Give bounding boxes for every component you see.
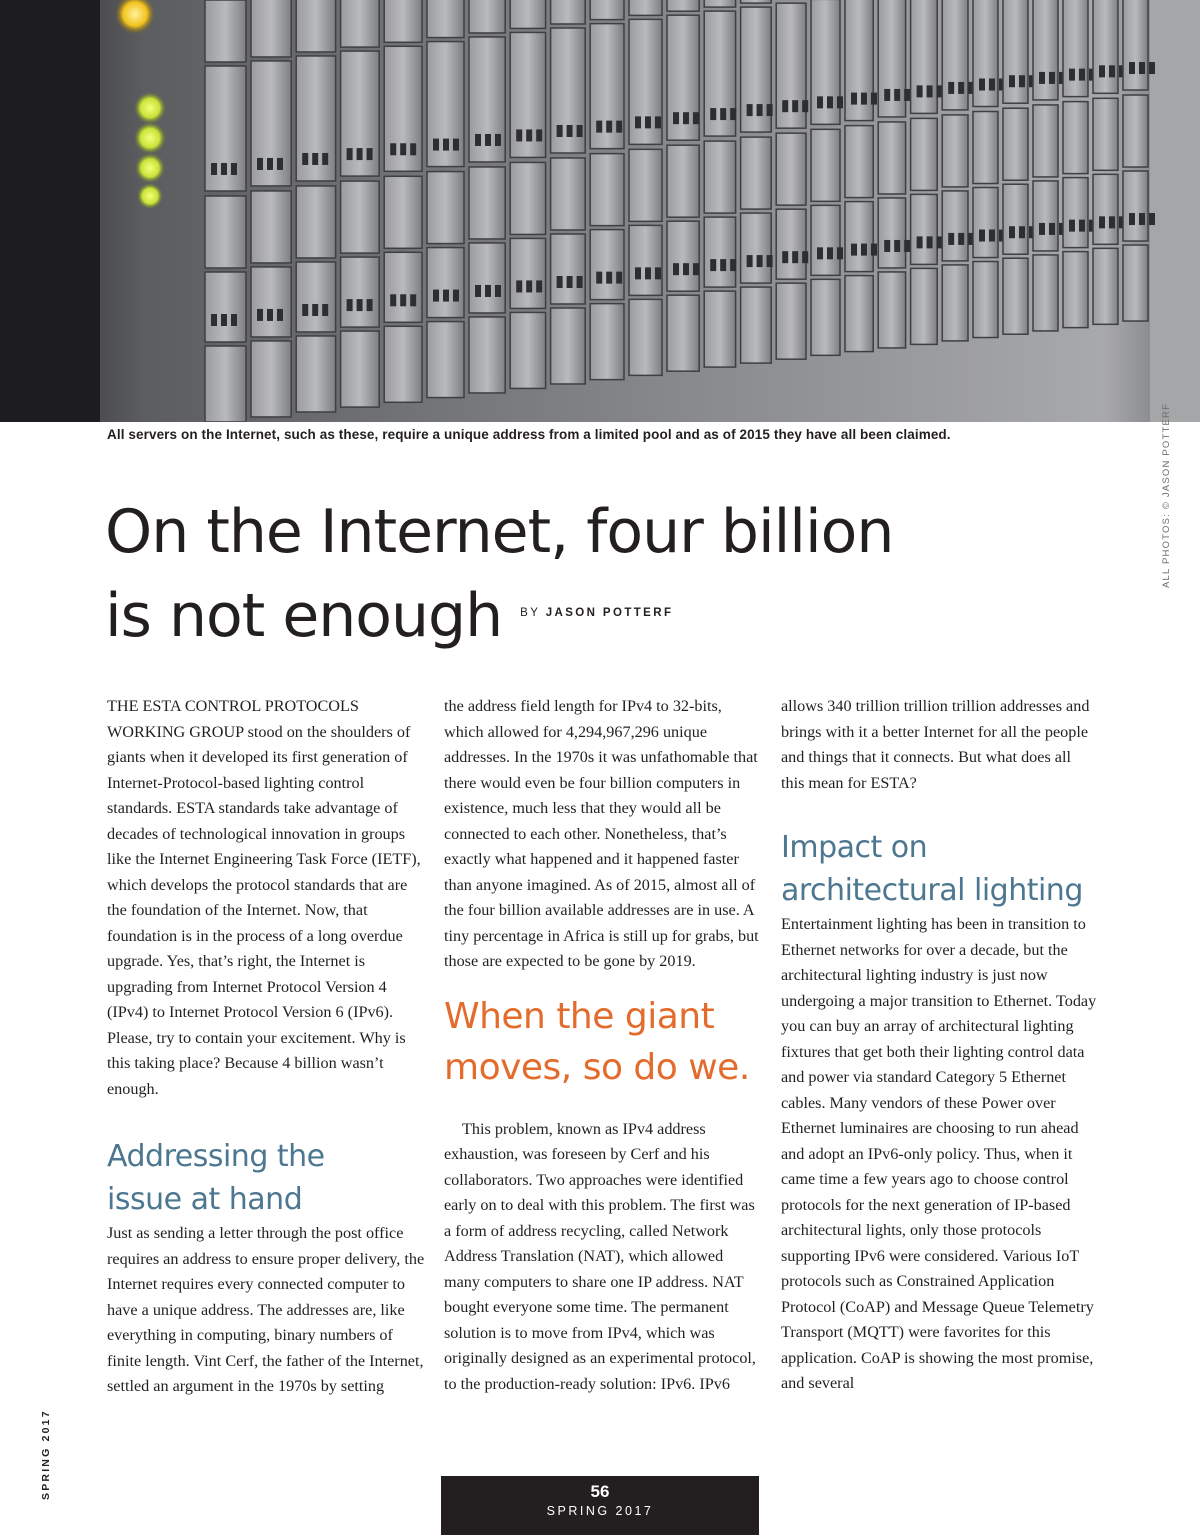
bay-port bbox=[221, 163, 227, 175]
heading-line: issue at hand bbox=[107, 1182, 303, 1217]
bay-port bbox=[557, 276, 563, 288]
bay-port bbox=[390, 143, 396, 155]
bay-port bbox=[861, 93, 867, 105]
bay-port bbox=[917, 236, 923, 248]
bay-port bbox=[495, 134, 501, 146]
bay-port bbox=[904, 240, 910, 252]
bay-port bbox=[1049, 223, 1055, 235]
drive-bay bbox=[510, 238, 545, 308]
bay-port bbox=[1009, 75, 1015, 87]
bay-port bbox=[1099, 216, 1105, 228]
drive-bay bbox=[427, 172, 464, 244]
bay-port bbox=[367, 299, 373, 311]
drive-bay bbox=[973, 0, 998, 107]
drive-bay bbox=[427, 0, 464, 38]
bay-port bbox=[1079, 220, 1085, 232]
drive-bay bbox=[341, 257, 380, 327]
bay-port bbox=[231, 163, 237, 175]
bay-port bbox=[312, 304, 318, 316]
pull-quote-line: When the giant bbox=[444, 995, 715, 1037]
bay-port bbox=[367, 148, 373, 160]
drive-bay bbox=[973, 112, 998, 184]
bay-port bbox=[257, 158, 263, 170]
bay-port bbox=[730, 259, 736, 271]
bay-port bbox=[516, 280, 522, 292]
drive-bay bbox=[911, 268, 938, 344]
drive-bay bbox=[427, 248, 464, 318]
bay-port bbox=[1069, 69, 1075, 81]
bay-port bbox=[567, 125, 573, 137]
drive-bay bbox=[251, 0, 291, 57]
drive-bay bbox=[1093, 248, 1118, 324]
bay-port bbox=[693, 112, 699, 124]
section-heading-addressing bbox=[107, 1135, 425, 1221]
drive-bay bbox=[205, 0, 246, 62]
bay-port bbox=[1139, 213, 1145, 225]
drive-bay bbox=[469, 0, 505, 33]
drive-bay bbox=[590, 304, 624, 380]
drive-bay bbox=[911, 118, 938, 190]
heading-line: Addressing the bbox=[107, 1139, 325, 1174]
bay-port bbox=[817, 247, 823, 259]
bay-port bbox=[730, 108, 736, 120]
bay-port bbox=[485, 285, 491, 297]
bay-port bbox=[526, 280, 532, 292]
bay-port bbox=[782, 251, 788, 263]
drive-bay bbox=[341, 0, 380, 47]
drive-bay bbox=[341, 331, 380, 407]
article-column-2 bbox=[444, 694, 762, 1397]
bay-port bbox=[1109, 65, 1115, 77]
bay-port bbox=[635, 116, 641, 128]
headline-line-1: On the Internet, four billion bbox=[105, 497, 894, 567]
drive-bay bbox=[704, 291, 735, 367]
bay-port bbox=[673, 112, 679, 124]
drive-bay bbox=[510, 0, 545, 28]
drive-bay bbox=[341, 181, 380, 253]
bay-port bbox=[606, 272, 612, 284]
bay-port bbox=[596, 121, 602, 133]
bay-port bbox=[302, 153, 308, 165]
drive-bay bbox=[704, 0, 735, 7]
bay-port bbox=[989, 230, 995, 242]
bay-port bbox=[485, 134, 491, 146]
bay-port bbox=[802, 100, 808, 112]
article-column-1 bbox=[107, 694, 425, 1400]
bay-port bbox=[267, 158, 273, 170]
drive-bay bbox=[1033, 0, 1058, 100]
drive-bay bbox=[973, 188, 998, 258]
drive-bay bbox=[704, 141, 735, 213]
bay-port bbox=[390, 294, 396, 306]
bay-port bbox=[851, 93, 857, 105]
bay-port bbox=[958, 233, 964, 245]
drive-bay bbox=[1063, 178, 1088, 248]
bay-port bbox=[322, 153, 328, 165]
bay-port bbox=[606, 121, 612, 133]
drive-bay bbox=[1093, 0, 1118, 93]
drive-bay bbox=[510, 162, 545, 234]
bay-port bbox=[894, 89, 900, 101]
bay-port bbox=[453, 290, 459, 302]
drive-bay bbox=[469, 317, 505, 393]
bay-port bbox=[792, 251, 798, 263]
bay-port bbox=[757, 104, 763, 116]
bay-port bbox=[757, 255, 763, 267]
footer-issue: SPRING 2017 bbox=[546, 1504, 654, 1518]
bay-port bbox=[302, 304, 308, 316]
bay-port bbox=[673, 263, 679, 275]
bay-port bbox=[357, 299, 363, 311]
drive-bay bbox=[811, 205, 840, 275]
drive-bay bbox=[667, 295, 699, 371]
drive-bay bbox=[296, 262, 335, 332]
drive-bay bbox=[878, 0, 905, 117]
bay-port bbox=[400, 143, 406, 155]
drive-bay bbox=[942, 115, 968, 187]
drive-bay bbox=[845, 276, 873, 352]
bay-port bbox=[1009, 226, 1015, 238]
bay-port bbox=[475, 285, 481, 297]
bay-port bbox=[347, 299, 353, 311]
body-paragraph: Just as sending a letter through the post office requires an address to ensure proper delivery, the Internet requires every connected computer to have a unique address. The addresses are, like everything in computing, binary numbers of finite length. Vint Cerf, the father of the Internet, settled an argument in the 1970s by setting bbox=[107, 1224, 425, 1395]
drive-bay bbox=[251, 267, 291, 337]
bay-port bbox=[1039, 223, 1045, 235]
bay-port bbox=[827, 96, 833, 108]
photo-caption: All servers on the Internet, such as these, require a unique address from a limited pool and as of 2015 they have all been claimed. bbox=[107, 427, 951, 442]
drive-bay bbox=[1033, 181, 1058, 251]
bay-port bbox=[792, 100, 798, 112]
bay-port bbox=[211, 314, 217, 326]
drive-bay bbox=[384, 0, 422, 42]
bay-port bbox=[958, 82, 964, 94]
drive-bay bbox=[1123, 95, 1148, 167]
bay-port bbox=[655, 116, 661, 128]
bay-port bbox=[683, 263, 689, 275]
body-paragraph: This problem, known as IPv4 address exhaustion, was foreseen by Cerf and his collaborators. Two approaches were identified early on to deal with this problem. The first was a form of address recycling, called Network Address Translation (NAT), which allowed many computers to share one IP address. NAT bought everyone some time. The permanent solution is to move from IPv4, which was originally designed as an experimental protocol, to the production-ready solution: IPv6. IPv6 bbox=[444, 1119, 756, 1393]
bay-port bbox=[1079, 69, 1085, 81]
bay-port bbox=[645, 116, 651, 128]
side-issue-label: SPRING 2017 bbox=[40, 1409, 52, 1500]
drive-bay bbox=[741, 213, 772, 283]
bay-port bbox=[277, 158, 283, 170]
drive-bay bbox=[469, 167, 505, 239]
bay-port bbox=[720, 259, 726, 271]
bay-port bbox=[1019, 75, 1025, 87]
bay-port bbox=[347, 148, 353, 160]
drive-bay bbox=[1093, 174, 1118, 244]
byline-prefix: BY bbox=[520, 607, 541, 620]
bay-port bbox=[635, 267, 641, 279]
bay-port bbox=[767, 104, 773, 116]
bay-port bbox=[567, 276, 573, 288]
bay-port bbox=[1039, 72, 1045, 84]
drive-bay bbox=[296, 336, 335, 412]
drive-bay bbox=[811, 129, 840, 201]
article-column-3 bbox=[781, 694, 1097, 1397]
bay-port bbox=[871, 244, 877, 256]
bay-port bbox=[948, 82, 954, 94]
bay-port bbox=[453, 139, 459, 151]
intro-paragraph: THE ESTA CONTROL PROTOCOLS WORKING GROUP stood on the shoulders of giants when it developed its first generation of Internet-Protocol-based lighting control standards. ESTA standards take advantage of decades of technological innovation in groups like the Internet Engineering Task Force (IETF), which develops the protocol standards that are the foundation of the Internet. Now, that foundation is in the process of a long overdue upgrade. Yes, that’s right, the Internet is upgrading from Internet Protocol Version 4 (IPv4) to Internet Protocol Version 6 (IPv6). Please, try to contain your excitement. Why is this taking place? Because 4 billion wasn’t enough. bbox=[107, 697, 421, 1098]
article-headline bbox=[105, 490, 1005, 661]
drive-bay bbox=[590, 154, 624, 226]
drive-bay bbox=[551, 158, 586, 230]
bay-port bbox=[257, 309, 263, 321]
bay-port bbox=[221, 314, 227, 326]
bay-port bbox=[989, 79, 995, 91]
bay-port bbox=[536, 129, 542, 141]
headline-line-2: is not enough bbox=[105, 581, 503, 651]
drive-bay bbox=[251, 191, 291, 263]
bay-port bbox=[322, 304, 328, 316]
drive-bay bbox=[1063, 252, 1088, 328]
drive-bay bbox=[667, 0, 699, 11]
bay-port bbox=[443, 290, 449, 302]
server-rack-image bbox=[0, 0, 1200, 422]
drive-bay bbox=[1123, 171, 1148, 241]
bay-port bbox=[211, 163, 217, 175]
bay-port bbox=[979, 230, 985, 242]
drive-bay bbox=[1003, 258, 1028, 334]
bay-port bbox=[871, 93, 877, 105]
bay-port bbox=[894, 240, 900, 252]
byline-author: JASON POTTERF bbox=[545, 607, 674, 620]
photo-credit: ALL PHOTOS: © JASON POTTERF bbox=[1161, 402, 1172, 588]
bay-port bbox=[802, 251, 808, 263]
bay-port bbox=[720, 108, 726, 120]
page-footer bbox=[441, 1476, 759, 1535]
bay-port bbox=[1129, 213, 1135, 225]
bay-port bbox=[495, 285, 501, 297]
drive-bay bbox=[776, 209, 806, 279]
drive-bay bbox=[551, 308, 586, 384]
bay-port bbox=[747, 255, 753, 267]
bay-port bbox=[596, 272, 602, 284]
drive-bay bbox=[296, 186, 335, 258]
drive-bay bbox=[1123, 0, 1148, 90]
drive-bay bbox=[205, 196, 246, 268]
bay-port bbox=[884, 240, 890, 252]
section-heading-impact bbox=[781, 826, 1097, 912]
bay-port bbox=[683, 112, 689, 124]
bay-port bbox=[851, 244, 857, 256]
bay-port bbox=[616, 272, 622, 284]
bay-port bbox=[837, 247, 843, 259]
bay-port bbox=[1129, 62, 1135, 74]
bay-port bbox=[655, 267, 661, 279]
bay-port bbox=[747, 104, 753, 116]
bay-port bbox=[526, 129, 532, 141]
drive-bay bbox=[469, 243, 505, 313]
drive-bay bbox=[878, 198, 905, 268]
bay-port bbox=[312, 153, 318, 165]
drive-bay bbox=[942, 191, 968, 261]
drive-bay bbox=[911, 0, 938, 113]
drive-bay bbox=[704, 217, 735, 287]
drive-bay bbox=[845, 0, 873, 121]
bay-port bbox=[1019, 226, 1025, 238]
body-paragraph: the address field length for IPv4 to 32-bits, which allowed for 4,294,967,296 unique addresses. In the 1970s it was unfathomable that there would even be four billion computers in existence, much less that they would all be connected to each other. Nonetheless, that’s exactly what happened and it happened faster than anyone imagined. As of 2015, almost all of the four billion available addresses are in use. A tiny percentage in Africa is still up for grabs, but those are expected to be gone by 2019. bbox=[444, 697, 759, 970]
drive-bay bbox=[551, 234, 586, 304]
body-paragraph: allows 340 trillion trillion trillion addresses and brings with it a better Internet for all the people and things that it connects. But what does all this mean for ESTA? bbox=[781, 697, 1090, 792]
bay-port bbox=[827, 247, 833, 259]
bay-port bbox=[767, 255, 773, 267]
bay-port bbox=[817, 96, 823, 108]
drive-bay bbox=[776, 3, 806, 128]
bay-port bbox=[927, 85, 933, 97]
bay-port bbox=[884, 89, 890, 101]
drive-bay bbox=[741, 137, 772, 209]
drive-bay bbox=[384, 326, 422, 402]
bay-port bbox=[917, 85, 923, 97]
drive-bay bbox=[1063, 0, 1088, 97]
bay-port bbox=[267, 309, 273, 321]
drive-bay bbox=[590, 0, 624, 20]
drive-bay bbox=[205, 346, 246, 422]
drive-bay bbox=[384, 176, 422, 248]
pull-quote bbox=[444, 991, 762, 1093]
drive-bay bbox=[878, 122, 905, 194]
bay-port bbox=[410, 143, 416, 155]
drive-bay bbox=[296, 0, 335, 52]
drive-bay bbox=[973, 262, 998, 338]
bay-port bbox=[357, 148, 363, 160]
body-paragraph: Entertainment lighting has been in transition to Ethernet networks for over a decade, but the architectural lighting industry is just now undergoing a major transition to Ethernet. Today you can buy an array of architectural lighting fixtures that get both their lighting control data and power via standard Category 5 Ethernet cables. Many vendors of these Power over Ethernet luminaires are choosing to run ahead and adopt an IPv6-only policy. Thus, when it came time a few years ago to choose control protocols for the next generation of IP-based architectural lights, only those protocols supporting IPv6 were considered. Various IoT protocols such as Constrained Application Protocol (CoAP) and Message Queue Telemetry Transport (MQTT) were favorites for this application. CoAP is showing the most promise, and several bbox=[781, 915, 1097, 1392]
bay-port bbox=[710, 259, 716, 271]
bay-port bbox=[1049, 72, 1055, 84]
byline bbox=[520, 607, 673, 619]
bay-port bbox=[1149, 213, 1155, 225]
bay-port bbox=[536, 280, 542, 292]
bay-port bbox=[979, 79, 985, 91]
drive-bay bbox=[629, 0, 662, 15]
bay-port bbox=[577, 125, 583, 137]
server-rack-photo bbox=[0, 0, 1200, 422]
bay-port bbox=[616, 121, 622, 133]
drive-bay bbox=[1063, 102, 1088, 174]
drive-bay bbox=[384, 252, 422, 322]
drive-bay bbox=[845, 126, 873, 198]
drive-bay bbox=[590, 230, 624, 300]
drive-bay bbox=[741, 287, 772, 363]
bay-port bbox=[948, 233, 954, 245]
drive-bay bbox=[1003, 184, 1028, 254]
drive-bay bbox=[776, 283, 806, 359]
drive-bay bbox=[510, 312, 545, 388]
drive-bay bbox=[741, 0, 772, 3]
drive-bay bbox=[551, 0, 586, 24]
bay-port bbox=[1109, 216, 1115, 228]
heading-line: Impact on bbox=[781, 830, 928, 865]
bay-port bbox=[1099, 65, 1105, 77]
drive-bay bbox=[845, 202, 873, 272]
bay-port bbox=[710, 108, 716, 120]
drive-bay bbox=[1003, 0, 1028, 103]
bay-port bbox=[433, 290, 439, 302]
drive-bay bbox=[811, 279, 840, 355]
drive-bay bbox=[1003, 108, 1028, 180]
drive-bay bbox=[205, 272, 246, 342]
bay-port bbox=[693, 263, 699, 275]
drive-bay bbox=[776, 133, 806, 205]
drive-bay bbox=[667, 221, 699, 291]
drive-bay bbox=[1093, 98, 1118, 170]
bay-port bbox=[927, 236, 933, 248]
drive-bay bbox=[427, 322, 464, 398]
drive-bay bbox=[1033, 255, 1058, 331]
bay-port bbox=[516, 129, 522, 141]
heading-line: architectural lighting bbox=[781, 873, 1083, 908]
drive-bay bbox=[878, 272, 905, 348]
bay-port bbox=[475, 134, 481, 146]
page-number: 56 bbox=[590, 1482, 610, 1501]
bay-port bbox=[577, 276, 583, 288]
bay-port bbox=[277, 309, 283, 321]
bay-port bbox=[1069, 220, 1075, 232]
bay-port bbox=[400, 294, 406, 306]
bay-port bbox=[433, 139, 439, 151]
bay-port bbox=[861, 244, 867, 256]
bay-port bbox=[1139, 62, 1145, 74]
bay-port bbox=[645, 267, 651, 279]
bay-port bbox=[782, 100, 788, 112]
drive-bay bbox=[629, 225, 662, 295]
drive-bay bbox=[1123, 245, 1148, 321]
drive-bay bbox=[811, 0, 840, 124]
bay-port bbox=[837, 96, 843, 108]
bay-port bbox=[1149, 62, 1155, 74]
bay-port bbox=[904, 89, 910, 101]
drive-bay bbox=[911, 194, 938, 264]
bay-port bbox=[557, 125, 563, 137]
drive-bay bbox=[629, 149, 662, 221]
drive-bay bbox=[629, 299, 662, 375]
bay-port bbox=[443, 139, 449, 151]
bay-port bbox=[231, 314, 237, 326]
drive-bay bbox=[1033, 105, 1058, 177]
pull-quote-line: moves, so do we. bbox=[444, 1046, 750, 1088]
drive-bay bbox=[667, 145, 699, 217]
drive-bay bbox=[251, 341, 291, 417]
drive-bay bbox=[942, 265, 968, 341]
bay-port bbox=[410, 294, 416, 306]
